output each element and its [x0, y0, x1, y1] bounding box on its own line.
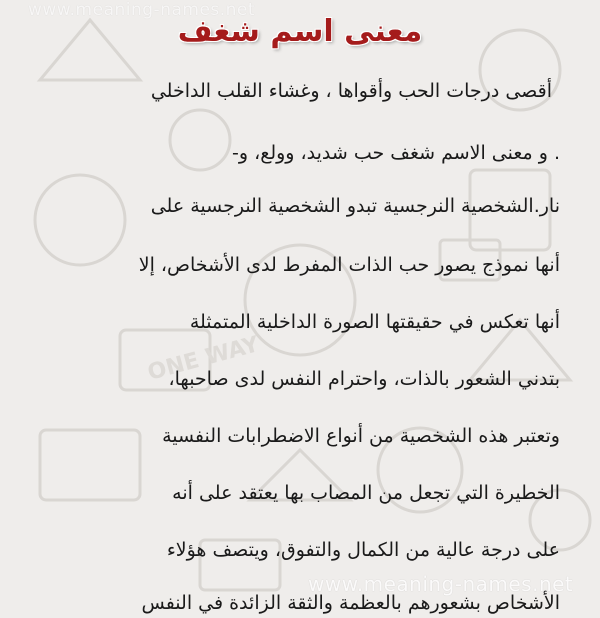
watermark-bottom: www.meaning-names.net	[308, 572, 574, 596]
body-line: على درجة عالية من الكمال والتفوق، ويتصف هؤلاء	[166, 539, 560, 561]
body-line: الأشخاص بشعورهم بالعظمة والثقة الزائدة في النفس	[141, 592, 560, 614]
watermark-top: www.meaning-names.net	[28, 0, 256, 20]
body-line: أنها تعكس في حقيقتها الصورة الداخلية المتمثلة	[189, 311, 560, 333]
body-line: وتعتبر هذه الشخصية من أنواع الاضطرابات النفسية	[162, 425, 560, 447]
body-line: نار.الشخصية النرجسية تبدو الشخصية النرجسية على	[150, 195, 560, 217]
title-container	[0, 10, 600, 54]
body-line: أنها نموذج يصور حب الذات المفرط لدى الأشخاص، إلا	[138, 254, 560, 276]
page-title: معنى اسم شغف	[177, 14, 423, 49]
body-line: . و معنى الاسم شغف حب شديد، وولع، و-	[232, 142, 560, 164]
svg-text:ONE WAY: ONE WAY	[145, 332, 262, 386]
body-line: الخطيرة التي تجعل من المصاب بها يعتقد على أنه	[172, 482, 560, 504]
body-line: أقصى درجات الحب وأقواها ، وغشاء القلب الداخلي	[150, 80, 552, 102]
body-line: بتدني الشعور بالذات، واحترام النفس لدى صاحبها،	[168, 368, 560, 390]
